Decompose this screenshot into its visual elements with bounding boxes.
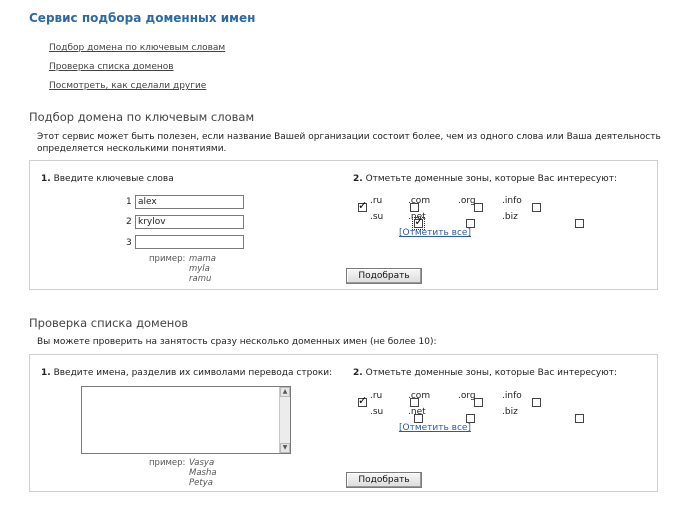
section2-panel xyxy=(29,354,658,492)
section1-description xyxy=(37,131,661,155)
section1-panel xyxy=(29,160,658,290)
section2-example-label: пример: xyxy=(149,458,186,468)
example-word: Masha xyxy=(189,468,217,478)
zone-checkbox-info[interactable] xyxy=(532,203,541,212)
section1-step2-text: Отметьте доменные зоны, которые Вас интересуют: xyxy=(365,174,618,184)
zone-checkbox-biz[interactable] xyxy=(575,219,584,228)
keyword-input-1[interactable] xyxy=(135,195,244,209)
page-title: Сервис подбора доменных имен xyxy=(29,11,256,25)
section1-step1-text: Введите ключевые слова xyxy=(53,174,174,184)
section2-step2-label xyxy=(353,368,617,378)
zone-label-org: .org xyxy=(458,391,476,401)
zone-label-com: .com xyxy=(408,196,431,206)
section2-step2-text: Отметьте доменные зоны, которые Вас интересуют: xyxy=(365,368,618,378)
keyword-input-number-1: 1 xyxy=(126,197,132,207)
section1-description-line1: Этот сервис может быть полезен, если название Вашей организации состоит более, чем из одного слова или Ваша деятельность xyxy=(37,132,661,142)
keyword-input-number-2: 2 xyxy=(126,217,132,227)
section1-example-words xyxy=(189,254,216,284)
example-word: myla xyxy=(189,264,210,274)
domain-list-textarea[interactable] xyxy=(81,386,291,454)
zone-checkbox-ru[interactable] xyxy=(358,203,367,212)
example-word: Vasya xyxy=(189,458,215,468)
section2-step2-number: 2. xyxy=(353,368,363,378)
section1-description-line2: определяется несколькими понятиями. xyxy=(37,144,227,154)
submit-domain-list-button[interactable]: Подобрать xyxy=(346,472,422,488)
nav-link-see-others[interactable]: Посмотреть, как сделали другие xyxy=(49,81,207,91)
zone-label-net: .net xyxy=(408,407,426,417)
zone-checkbox-ru[interactable] xyxy=(358,398,367,407)
zone-label-org: .org xyxy=(458,196,476,206)
zone-label-su: .su xyxy=(370,407,384,417)
section1-example-label: пример: xyxy=(149,254,186,264)
section1-heading: Подбор домена по ключевым словам xyxy=(29,110,255,124)
select-all-zones-link[interactable]: [Отметить все] xyxy=(399,228,471,238)
zone-label-biz: .biz xyxy=(502,407,518,417)
zone-label-ru: .ru xyxy=(370,391,383,401)
zone-label-su: .su xyxy=(370,212,384,222)
zone-label-net: .net xyxy=(408,212,426,222)
section2-step1-number: 1. xyxy=(41,368,51,378)
section1-step1-number: 1. xyxy=(41,174,51,184)
zone-label-info: .info xyxy=(502,196,522,206)
section1-step2-number: 2. xyxy=(353,174,363,184)
zone-label-biz: .biz xyxy=(502,212,518,222)
zone-checkbox-net[interactable] xyxy=(466,414,475,423)
zone-label-com: .com xyxy=(408,391,431,401)
zone-label-info: .info xyxy=(502,391,522,401)
zone-checkbox-net[interactable] xyxy=(466,219,475,228)
zone-checkbox-info[interactable] xyxy=(532,398,541,407)
select-all-zones-link[interactable]: [Отметить все] xyxy=(399,423,471,433)
section2-step1-text: Введите имена, разделив их символами перевода строки: xyxy=(53,368,333,378)
nav-link-keyword-search[interactable]: Подбор домена по ключевым словам xyxy=(49,43,226,53)
submit-keyword-button[interactable]: Подобрать xyxy=(346,268,422,284)
keyword-input-2[interactable] xyxy=(135,215,244,229)
scroll-down-icon[interactable]: ▼ xyxy=(280,443,290,453)
section2-description: Вы можете проверить на занятость сразу несколько доменных имен (не более 10): xyxy=(37,337,437,347)
section1-step1-label xyxy=(41,174,174,184)
example-word: Petya xyxy=(189,478,213,488)
scroll-up-icon[interactable]: ▲ xyxy=(280,387,290,397)
section2-example-words xyxy=(189,458,217,488)
section2-step1-label xyxy=(41,368,332,378)
keyword-input-number-3: 3 xyxy=(126,238,132,248)
section2-heading: Проверка списка доменов xyxy=(29,316,189,330)
textarea-scrollbar[interactable] xyxy=(279,387,290,453)
example-word: ramu xyxy=(189,274,212,284)
section1-step2-label xyxy=(353,174,617,184)
nav-link-domain-list-check[interactable]: Проверка списка доменов xyxy=(49,62,174,72)
zone-label-ru: .ru xyxy=(370,196,383,206)
keyword-input-3[interactable] xyxy=(135,235,244,249)
zone-checkbox-biz[interactable] xyxy=(575,414,584,423)
example-word: mama xyxy=(189,254,216,264)
